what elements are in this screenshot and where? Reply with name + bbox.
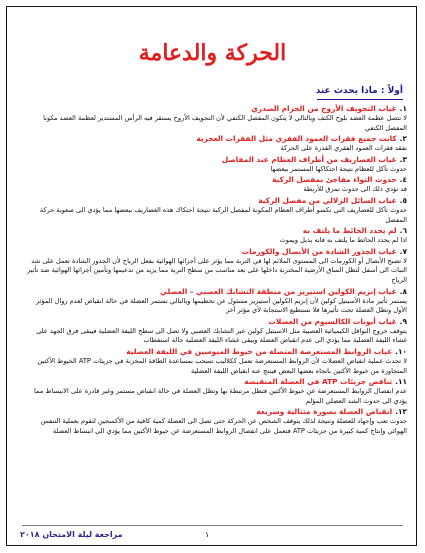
question-heading [25, 134, 407, 144]
section-heading: أولاً : ماذا يحدث عند [315, 86, 403, 96]
question-heading [25, 347, 407, 357]
question-list [25, 104, 407, 437]
list-item [25, 407, 407, 436]
question-text: غياب إنزيم الكولين استيريز من منطقة التشابك العصبي – العضلي [159, 286, 397, 296]
answer-text: لا تتصل عظمة العضد بلوح الكتف وبالتالي لا يتكون المفصل الكتفي لأن التجويف الأروح يستقر فيه الرأس المستدير لعظمة العضد مكونا المفصل الكتفي [43, 114, 407, 132]
question-number: ١. [399, 104, 407, 113]
list-item [25, 196, 407, 225]
footer-label: مراجعة ليلة الامتحان ٢٠١٨ [20, 530, 123, 539]
question-heading [25, 247, 407, 257]
question-heading [25, 196, 407, 206]
answer-text: قد تؤدي ذلك الى حدوث تمزق للأربطة [303, 185, 407, 194]
list-item [25, 175, 407, 195]
answer-text: لا تحدث عملية انقباض العضلات لأن الروابط المستعرضة تعمل ككلاليب تسحب بمساعدة الطاقة المخزنة في جزيئات ATP الخيوط الأكتين المتجاورة من خيوط الأكتين باتجاه بعضها البعض فينتج عنه انقباض الليفة العضلية [37, 356, 407, 375]
question-number: ٧. [399, 246, 407, 256]
answer-text: تفقد فقرات العمود الفقري القدرة على الحركة [280, 144, 407, 153]
question-number: ٢. [399, 134, 407, 144]
answer-text: يستمر تأثير مادة الأسيتيل كولين لأن إنزيم الكولين أستيريز مسئول عن تحطيمها وبالتالي تستمر العضلة في حالة انقباض لعدم زوال المؤثر الأول وتظل العضلة تحت تأثيرها فلا تستطيع الاستجابة لأي مؤثر آخر [35, 296, 407, 315]
question-text: لم يحدد الحائط ما يلتف به [302, 226, 397, 236]
question-number: ٨. [399, 286, 407, 296]
question-text: غياب الجذور الشادة من الأبصال والكورمات [241, 246, 397, 256]
question-text: غياب الروابط المستعرضة المتصلة من خيوط الميوسين في الليفة العضلية [126, 346, 393, 356]
answer-text: لا تصبح الأبصال أو الكورمات الى المستوى الملائم لها في التربة مما يؤثر على أجزائها الهوائية بفعل الرياح لأن الجذور الشادة تعمل على شد النبات الى أسفل لتظل الساق الأرضية المختزنة داخلها على بعد مناسب من سطح التربة مما يزيد من تدعيمها وتأمين أجزائها الهوائية ضد تأثير الرياح [27, 256, 407, 284]
question-text: غياب الغضاريف من أطراف العظام عند المفاصل [221, 154, 397, 164]
list-item [25, 317, 407, 346]
question-heading [25, 104, 407, 114]
question-text: غياب أيونات الكالسيوم من العضلات [268, 316, 397, 326]
question-text: كانت جميع فقرات العمود الفقري مثل الفقرات العجزية [196, 134, 397, 144]
question-text: انقباض العضلة بصورة متتالية وسريعة [256, 407, 393, 417]
question-text: غياب السائل الزلالي من مفصل الركبة [258, 195, 397, 205]
question-heading [25, 155, 407, 165]
question-heading [25, 317, 407, 327]
question-text: غياب التجويف الأروح من الحزام الصدري [251, 104, 397, 113]
list-item [25, 247, 407, 286]
question-number: ٩. [399, 316, 407, 326]
page-number: ١ [205, 530, 210, 539]
footer-divider [22, 525, 403, 526]
question-text: تناقص جزيئات ATP في العضلة المنقبضة [244, 377, 393, 387]
question-heading [25, 287, 407, 297]
answer-text: حدوث تآكل للعظام نتيجة احتكاكها المستمر ببعضها [270, 164, 407, 173]
question-number: ٣. [399, 154, 407, 164]
question-number: ١٠. [395, 346, 407, 356]
list-item [25, 347, 407, 376]
question-number: ١١. [395, 377, 407, 387]
question-number: ٤. [399, 175, 407, 185]
question-heading [25, 407, 407, 417]
answer-text: حدوث تعب وإجهاد للعضلة ونتيجة لذلك يتوقف الشخص عن الحركة حتى تصل الى العضلة كمية كافية من الأكسجين لتقوم بعملية التنفس الهوائي وإنتاج كمية كبيرة من جزيئات ATP فتعمل على انفصال الروابط المستعرضة عن خيوط الأكتين مما يؤدي الى انبساط العضلة [40, 417, 407, 435]
list-item [25, 226, 407, 246]
question-number: ١٢. [395, 407, 407, 417]
list-item [25, 134, 407, 154]
question-number: ٥. [399, 195, 407, 205]
section-heading-underline [317, 99, 403, 100]
question-text: حدوث التواء مفاجئ بمفصل الركبة [272, 175, 397, 185]
list-item [25, 104, 407, 133]
page-title: الحركة والدعامة [138, 40, 287, 66]
question-heading [25, 175, 407, 185]
answer-text: عدم انفصال الروابط المستعرضة عن خيوط الأكتين فتظل مرتبطة بها وتظل العضلة في حالة انقباض مستمر وغير قادرة على الانبساط مما يؤدي الى حدوث الشد العضلي المؤلم [34, 387, 407, 405]
answer-text: يتوقف خروج النواقل الكيميائية العصبية مثل الاسيتيل كولين عبر التشابك العصبي ولا تصل الى سطح الليفة العضلية فيبقى فرق الجهد على غشاء الليفة العضلية مما يؤدي الى عدم انقباض العضلة ويبقى غشاء الليفة العضلية حالة استقطاب [36, 326, 407, 345]
question-heading [25, 377, 407, 387]
list-item [25, 287, 407, 316]
question-heading [25, 226, 407, 236]
list-item [25, 377, 407, 406]
answer-text: حدوث تآكل للغضاريف التي تكسو أطراف العظام المكونة لمفصل الركبة نتيجة احتكاك هذه الغضاريف ببعضها مما يؤدي الى صعوبة حركة المفصل [39, 205, 407, 224]
question-number: ٦. [399, 226, 407, 236]
answer-text: اذا لم يحدد الحائط ما يلتف به فانه يذبل ويموت [279, 236, 407, 245]
list-item [25, 155, 407, 175]
